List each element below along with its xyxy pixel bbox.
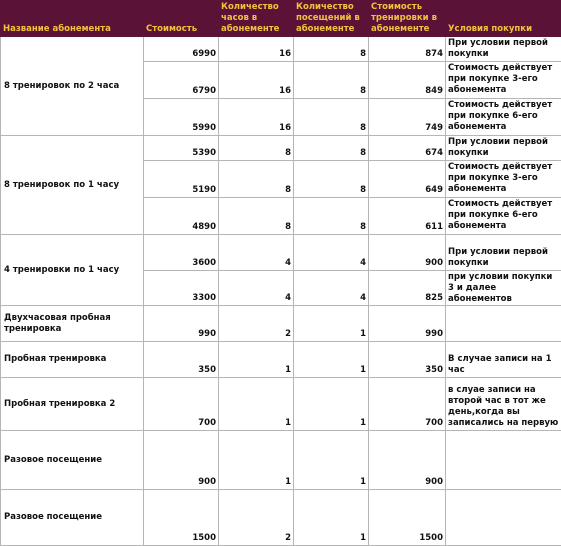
price-cell: 350: [144, 342, 219, 378]
visits-cell: 4: [294, 271, 369, 306]
price-cell: 5390: [144, 136, 219, 161]
visits-cell: 4: [294, 235, 369, 271]
subscription-name: Двухчасовая пробная тренировка: [1, 306, 144, 342]
visits-cell: 1: [294, 490, 369, 546]
table-row: [1, 136, 561, 161]
per-session-cell: 849: [369, 62, 446, 99]
hours-cell: 4: [219, 271, 294, 306]
header-visits: Количество посещений в абонементе: [294, 1, 369, 37]
price-cell: 4890: [144, 198, 219, 235]
price-cell: 6990: [144, 37, 219, 62]
per-session-cell: 990: [369, 306, 446, 342]
hours-cell: 16: [219, 62, 294, 99]
condition-cell: при условии покупки 3 и далее абонементов: [446, 271, 561, 306]
hours-cell: 1: [219, 431, 294, 490]
hours-cell: 1: [219, 342, 294, 378]
price-cell: 900: [144, 431, 219, 490]
table-row: [1, 235, 561, 271]
condition-cell: Стоимость действует при покупке 6-его абонемента: [446, 99, 561, 136]
per-session-cell: 874: [369, 37, 446, 62]
price-cell: 5190: [144, 161, 219, 198]
visits-cell: 1: [294, 431, 369, 490]
hours-cell: 8: [219, 136, 294, 161]
table-body: [1, 37, 561, 546]
condition-cell: В случае записи на 1 час: [446, 342, 561, 378]
per-session-cell: 900: [369, 235, 446, 271]
price-cell: 6790: [144, 62, 219, 99]
per-session-cell: 825: [369, 271, 446, 306]
subscription-name: Пробная тренировка 2: [1, 378, 144, 431]
subscription-name: 8 тренировок по 2 часа: [1, 37, 144, 136]
table-row: [1, 378, 561, 431]
header-name: Название абонемента: [1, 1, 144, 37]
per-session-cell: 749: [369, 99, 446, 136]
table-row: [1, 306, 561, 342]
hours-cell: 8: [219, 161, 294, 198]
hours-cell: 2: [219, 490, 294, 546]
per-session-cell: 674: [369, 136, 446, 161]
hours-cell: 8: [219, 198, 294, 235]
visits-cell: 8: [294, 37, 369, 62]
condition-cell: [446, 431, 561, 490]
hours-cell: 1: [219, 378, 294, 431]
visits-cell: 8: [294, 198, 369, 235]
table-header: [1, 1, 561, 37]
condition-cell: Стоимость действует при покупке 3-его абонемента: [446, 161, 561, 198]
subscription-name: Пробная тренировка: [1, 342, 144, 378]
hours-cell: 4: [219, 235, 294, 271]
hours-cell: 2: [219, 306, 294, 342]
visits-cell: 8: [294, 62, 369, 99]
condition-cell: в слуае записи на второй час в тот же день,когда вы записались на первую: [446, 378, 561, 431]
visits-cell: 8: [294, 161, 369, 198]
condition-cell: Стоимость действует при покупке 3-его абонемента: [446, 62, 561, 99]
condition-cell: Стоимость действует при покупке 6-его абонемента: [446, 198, 561, 235]
subscription-name: Разовое посещение: [1, 490, 144, 546]
per-session-cell: 350: [369, 342, 446, 378]
price-cell: 3300: [144, 271, 219, 306]
visits-cell: 8: [294, 99, 369, 136]
table-row: [1, 37, 561, 62]
per-session-cell: 700: [369, 378, 446, 431]
per-session-cell: 1500: [369, 490, 446, 546]
price-cell: 5990: [144, 99, 219, 136]
table-row: [1, 490, 561, 546]
visits-cell: 1: [294, 378, 369, 431]
header-conditions: Условия покупки: [446, 1, 561, 37]
price-cell: 990: [144, 306, 219, 342]
subscription-name: Разовое посещение: [1, 431, 144, 490]
condition-cell: При условии первой покупки: [446, 235, 561, 271]
visits-cell: 1: [294, 342, 369, 378]
per-session-cell: 611: [369, 198, 446, 235]
condition-cell: [446, 490, 561, 546]
condition-cell: При условии первой покупки: [446, 37, 561, 62]
header-hours: Количество часов в абонементе: [219, 1, 294, 37]
per-session-cell: 900: [369, 431, 446, 490]
visits-cell: 8: [294, 136, 369, 161]
price-cell: 1500: [144, 490, 219, 546]
condition-cell: При условии первой покупки: [446, 136, 561, 161]
subscription-name: 8 тренировок по 1 часу: [1, 136, 144, 235]
condition-cell: [446, 306, 561, 342]
table-row: [1, 342, 561, 378]
hours-cell: 16: [219, 99, 294, 136]
visits-cell: 1: [294, 306, 369, 342]
price-cell: 700: [144, 378, 219, 431]
per-session-cell: 649: [369, 161, 446, 198]
header-per-session: Стоимость тренировки в абонементе: [369, 1, 446, 37]
subscription-name: 4 тренировки по 1 часу: [1, 235, 144, 306]
price-cell: 3600: [144, 235, 219, 271]
header-price: Стоимость: [144, 1, 219, 37]
hours-cell: 16: [219, 37, 294, 62]
table-row: [1, 431, 561, 490]
